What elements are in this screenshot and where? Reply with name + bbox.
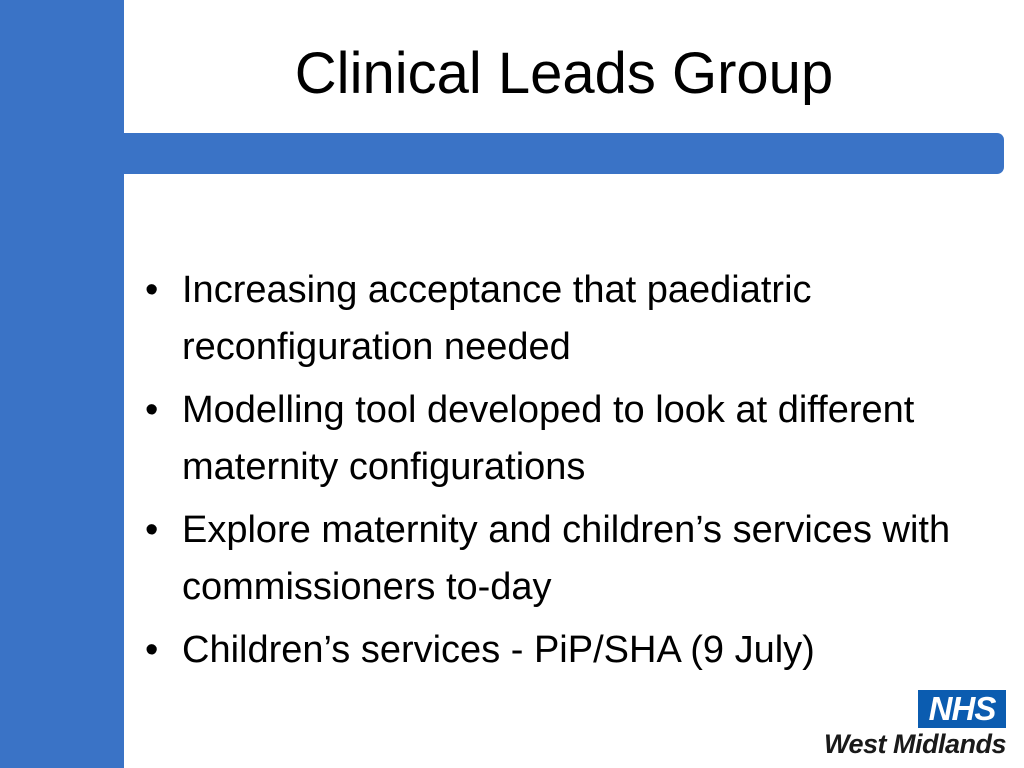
bullet-dot-icon: •	[145, 269, 159, 311]
bullet-dot-icon: •	[145, 509, 159, 551]
nhs-west-midlands-logo	[806, 690, 1006, 760]
bullet-text: Modelling tool developed to look at different maternity configurations	[182, 389, 915, 488]
region-name: West Midlands	[823, 729, 1006, 759]
bullet-list	[140, 262, 980, 685]
nhs-badge: NHS	[918, 690, 1006, 728]
bullet-item	[140, 382, 980, 496]
left-accent-bar	[0, 0, 124, 768]
bullet-dot-icon: •	[145, 629, 159, 671]
bullet-item	[140, 502, 980, 616]
bullet-text: Children’s services - PiP/SHA (9 July)	[182, 629, 815, 671]
bullet-text: Increasing acceptance that paediatric reconfiguration needed	[182, 269, 812, 368]
slide-title: Clinical Leads Group	[294, 41, 834, 106]
bullet-dot-icon: •	[145, 389, 159, 431]
title-underline-band	[124, 133, 1004, 174]
bullet-item	[140, 622, 980, 679]
bullet-text: Explore maternity and children’s services with commissioners to-day	[182, 509, 951, 608]
bullet-item	[140, 262, 980, 376]
